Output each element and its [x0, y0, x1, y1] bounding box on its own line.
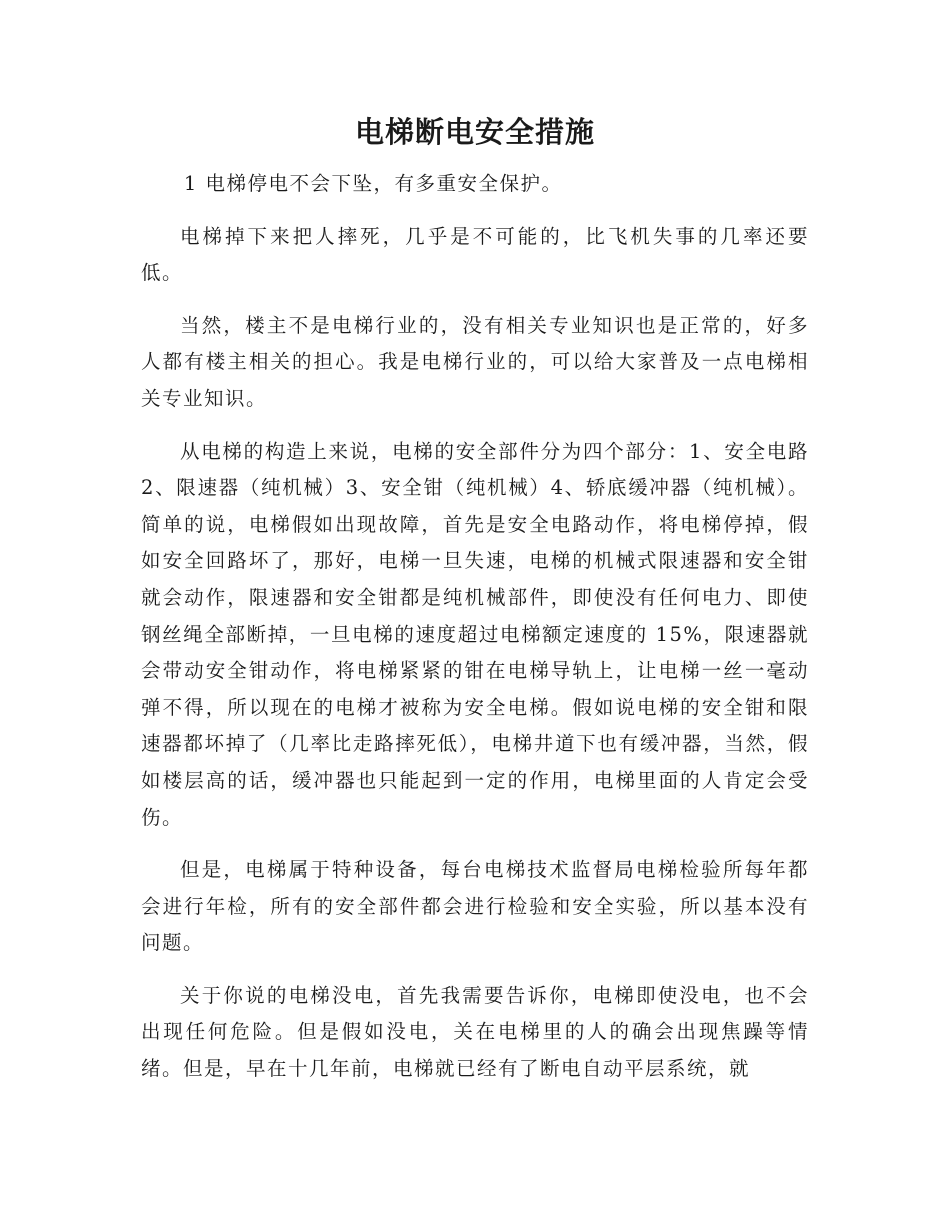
- paragraph: 1 电梯停电不会下坠，有多重安全保护。: [183, 172, 563, 195]
- paragraph: 从电梯的构造上来说，电梯的安全部件分为四个部分：1、安全电路 2、限速器（纯机械）3、安全钳（纯机械）4、轿底缓冲器（纯机械）。简单的说，电梯假如出现故障，首先是安全电路动作，将电梯停掉，假如安全回路坏了，那好，电梯一旦失速，电梯的机械式限速器和安全钳就会动作，限速器和安全钳都是纯机械部件，即使没有任何电力、即使钢丝绳全部断掉，一旦电梯的速度超过电梯额定速度的 15%，限速器就会带动安全钳动作，将电梯紧紧的钳在电梯导轨上，让电梯一丝一毫动弹不得，所以现在的电梯才被称为安全电梯。假如说电梯的安全钳和限速器都坏掉了（几率比走路摔死低），电梯井道下也有缓冲器，当然，假如楼层高的话，缓冲器也只能起到一定的作用，电梯里面的人肯定会受伤。: [141, 439, 809, 829]
- paragraph: 但是，电梯属于特种设备，每台电梯技术监督局电梯检验所每年都会进行年检，所有的安全部件都会进行检验和安全实验，所以基本没有问题。: [141, 858, 809, 955]
- paragraph: 当然，楼主不是电梯行业的，没有相关专业知识也是正常的，好多人都有楼主相关的担心。我是电梯行业的，可以给大家普及一点电梯相关专业知识。: [141, 313, 809, 410]
- paragraph: 电梯掉下来把人摔死，几乎是不可能的，比飞机失事的几率还要低。: [141, 224, 809, 285]
- document-title: 电梯断电安全措施: [354, 115, 595, 149]
- paragraph: 关于你说的电梯没电，首先我需要告诉你，电梯即使没电，也不会出现任何危险。但是假如没电，关在电梯里的人的确会出现焦躁等情绪。但是，早在十几年前，电梯就已经有了断电自动平层系统，就: [141, 983, 809, 1081]
- document-body: [141, 166, 809, 1088]
